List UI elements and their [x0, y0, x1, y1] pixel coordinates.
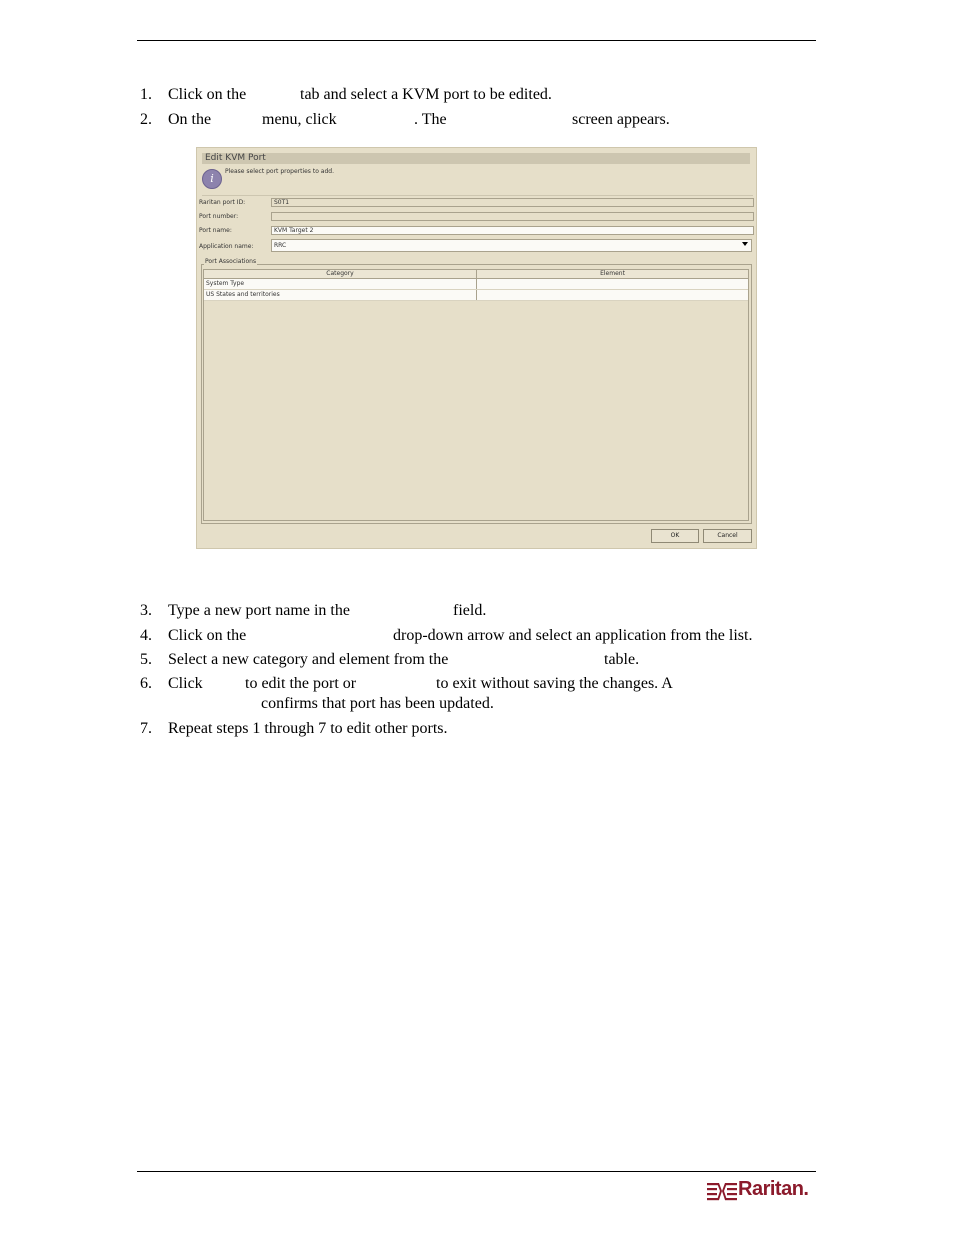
step-number: 6.	[140, 675, 152, 692]
step-text: On the	[168, 111, 212, 128]
port-number-field[interactable]	[271, 212, 754, 221]
port-name-field[interactable]: KVM Target 2	[271, 226, 754, 235]
step-number: 5.	[140, 651, 152, 668]
step-number: 1.	[140, 86, 152, 103]
raritan-logo	[707, 1180, 811, 1202]
step-text: Repeat steps 1 through 7 to edit other ports.	[168, 720, 448, 737]
step-number: 4.	[140, 627, 152, 644]
step-number: 3.	[140, 602, 152, 619]
step-text: menu, click	[262, 111, 337, 128]
step-text: confirms that port has been updated.	[261, 695, 494, 712]
port-associations-label: Port Associations	[205, 258, 257, 265]
port-id-field[interactable]: S0T1	[271, 198, 754, 207]
step-text: Type a new port name in the	[168, 602, 350, 619]
step-text: drop-down arrow and select an application from the list.	[393, 627, 753, 644]
dialog-separator	[202, 195, 753, 196]
raritan-logo-mark-icon	[707, 1180, 737, 1202]
step-number: 2.	[140, 111, 152, 128]
application-name-label: Application name:	[199, 243, 254, 250]
cell-divider	[476, 279, 477, 289]
table-header	[204, 270, 748, 279]
table-row[interactable]	[204, 290, 748, 301]
cancel-button[interactable]: Cancel	[703, 529, 752, 543]
step-text: to edit the port or	[245, 675, 357, 692]
ok-button[interactable]: OK	[651, 529, 699, 543]
raritan-logo-text: Raritan.	[738, 1178, 809, 1200]
info-icon: i	[202, 169, 222, 189]
port-id-label: Raritan port ID:	[199, 199, 246, 206]
dialog-title: Edit KVM Port	[202, 153, 750, 164]
step-text: . The	[414, 111, 447, 128]
associations-table	[203, 269, 749, 521]
application-name-value: RRC	[274, 242, 287, 249]
step-number: 7.	[140, 720, 152, 737]
category-cell: US States and territories	[206, 291, 280, 298]
step-text: screen appears.	[572, 111, 670, 128]
table-row[interactable]	[204, 279, 748, 290]
application-name-select[interactable]	[271, 239, 752, 252]
dialog-hint: Please select port properties to add.	[225, 168, 334, 175]
column-header-category[interactable]: Category	[204, 270, 477, 278]
step-text: Click on the	[168, 627, 247, 644]
category-cell: System Type	[206, 280, 245, 287]
port-name-label: Port name:	[199, 227, 232, 234]
chevron-down-icon[interactable]	[742, 242, 748, 246]
port-number-label: Port number:	[199, 213, 239, 220]
footer-rule	[137, 1171, 816, 1172]
header-rule	[137, 40, 816, 41]
step-text: Select a new category and element from the	[168, 651, 449, 668]
step-text: Click on the	[168, 86, 247, 103]
column-header-element[interactable]: Element	[600, 270, 625, 277]
cell-divider	[476, 290, 477, 300]
edit-kvm-port-screenshot	[196, 147, 757, 549]
step-text: tab and select a KVM port to be edited.	[300, 86, 552, 103]
step-text: table.	[604, 651, 640, 668]
step-text: field.	[453, 602, 487, 619]
step-text: to exit without saving the changes. A	[436, 675, 673, 692]
step-text: Click	[168, 675, 203, 692]
